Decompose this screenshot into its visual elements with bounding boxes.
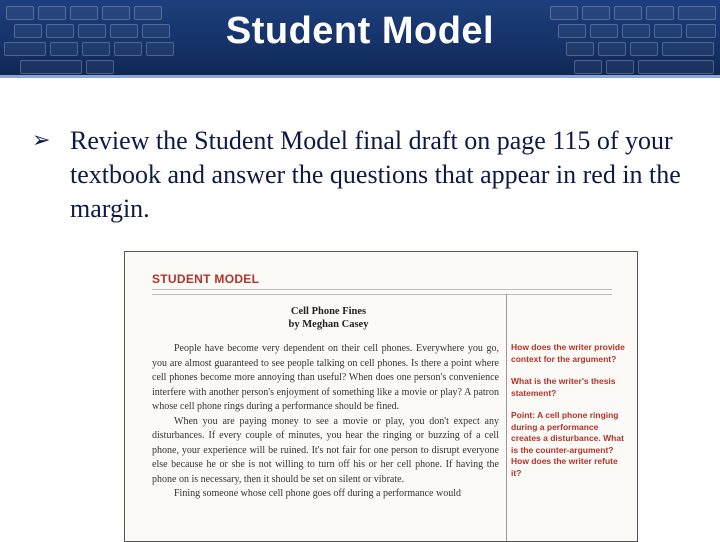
margin-notes — [511, 342, 629, 490]
margin-note: How does the writer provide context for the argument? — [511, 342, 625, 364]
title-divider — [0, 75, 720, 78]
section-label: STUDENT MODEL — [152, 272, 260, 286]
essay-paragraph: When you are paying money to see a movie or play, you don't expect any disturbances. If every couple of minutes, you hear the ringing or buzzing of a cell phone, your experience will be ruined. It's not fair for one person to disrupt everyone else because he or she is not willing to turn off his or her cell phone. If having the phone on is necessary, then it should be set on silent or vibrate. — [152, 415, 499, 485]
slide-title: Student Model — [225, 10, 495, 52]
textbook-page-image — [124, 251, 638, 542]
bullet-item — [32, 124, 692, 226]
bullet-text: Review the Student Model final draft on page 115 of your textbook and answer the questions that appear in red in the margin. — [70, 126, 681, 223]
essay-paragraph: Fining someone whose cell phone goes off during a performance would — [174, 488, 461, 499]
slide-title-bar — [0, 0, 720, 75]
essay-author: by Meghan Casey — [288, 319, 369, 330]
essay-heading — [152, 305, 505, 331]
arrow-bullet-icon: ➢ — [32, 128, 51, 153]
header-rule — [152, 289, 612, 290]
essay-title: Cell Phone Fines — [290, 306, 367, 317]
header-rule — [152, 294, 612, 295]
margin-divider — [506, 294, 507, 541]
essay-body — [152, 342, 499, 502]
margin-note: Point: A cell phone ringing during a performance creates a disturbance. What is the counter-argument? How does the writer refute it? — [511, 410, 624, 478]
essay-paragraph: People have become very dependent on their cell phones. Everywhere you go, you are almost guaranteed to see people talking on cell phones. Is there a point where cell phones become more annoying than useful? When does one person's convenience interfere with another person's enjoyment of something like a movie or play? A patron whose cell phone rings during a performance should be fined. — [152, 343, 499, 412]
margin-note: What is the writer's thesis statement? — [511, 376, 616, 398]
